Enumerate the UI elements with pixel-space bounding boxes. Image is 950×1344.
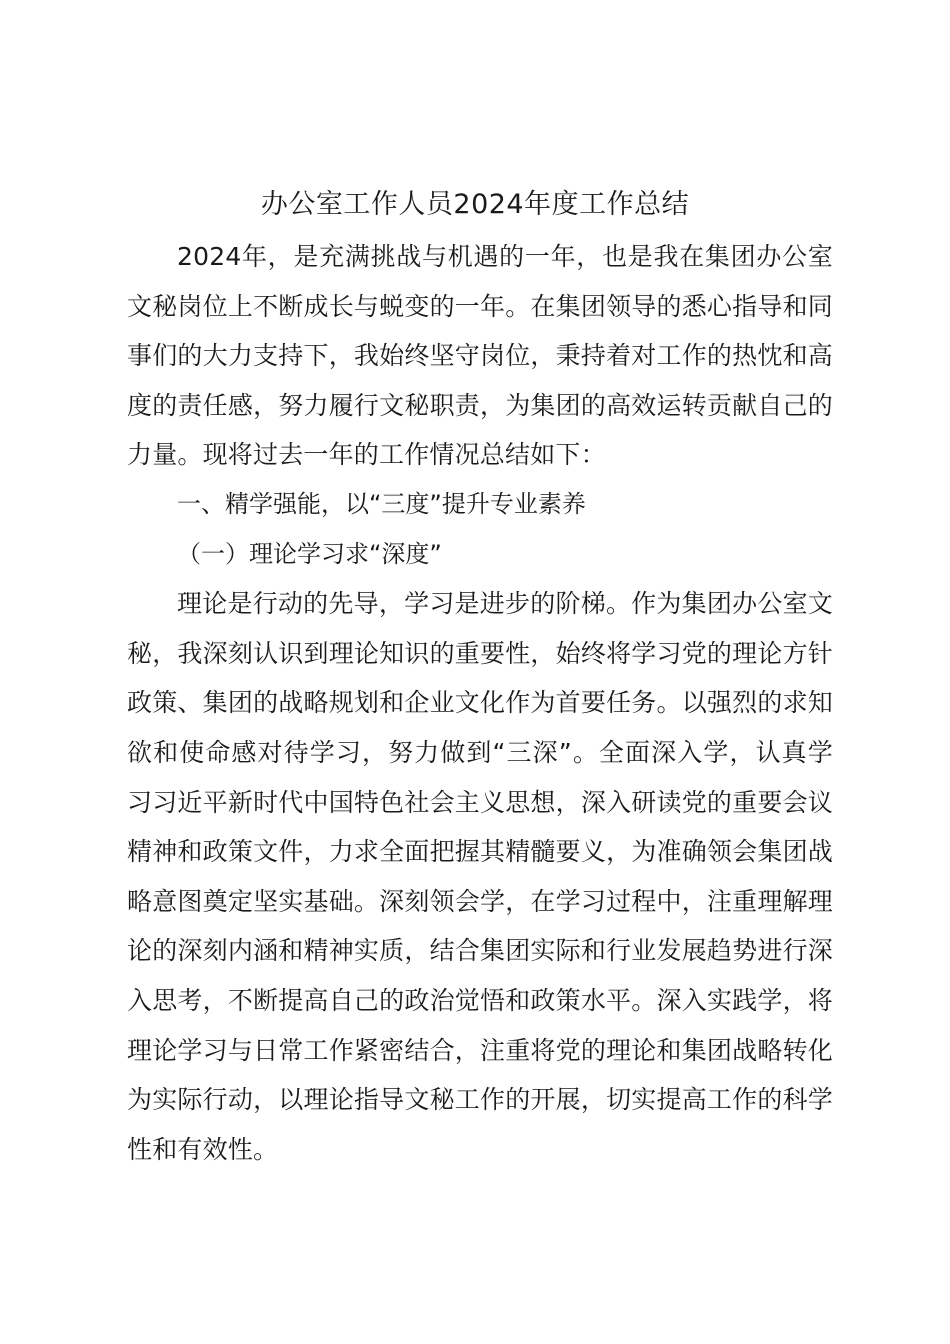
document-title: 办公室工作人员2024年度工作总结 bbox=[260, 189, 690, 220]
document-body bbox=[127, 232, 833, 1174]
subsection-heading: （一）理论学习求“深度” bbox=[177, 539, 442, 568]
section-heading: 一、精学强能，以“三度”提升专业素养 bbox=[177, 489, 586, 518]
intro-paragraph: 2024年，是充满挑战与机遇的一年，也是我在集团办公室文秘岗位上不断成长与蜕变的一年。在集团领导的悉心指导和同事们的大力支持下，我始终坚守岗位，秉持着对工作的热忱和高度的责任感，努力履行文秘职责，为集团的高效运转贡献自己的力量。现将过去一年的工作情况总结如下： bbox=[127, 242, 833, 470]
body-paragraph: 理论是行动的先导，学习是进步的阶梯。作为集团办公室文秘，我深刻认识到理论知识的重要性，始终将学习党的理论方针政策、集团的战略规划和企业文化作为首要任务。以强烈的求知欲和使命感对待学习，努力做到“三深”。全面深入学，认真学习习近平新时代中国特色社会主义思想，深入研读党的重要会议精神和政策文件，力求全面把握其精髓要义，为准确领会集团战略意图奠定坚实基础。深刻领会学，在学习过程中，注重理解理论的深刻内涵和精神实质，结合集团实际和行业发展趋势进行深入思考，不断提高自己的政治觉悟和政策水平。深入实践学，将理论学习与日常工作紧密结合，注重将党的理论和集团战略转化为实际行动，以理论指导文秘工作的开展，切实提高工作的科学性和有效性。 bbox=[127, 589, 833, 1164]
